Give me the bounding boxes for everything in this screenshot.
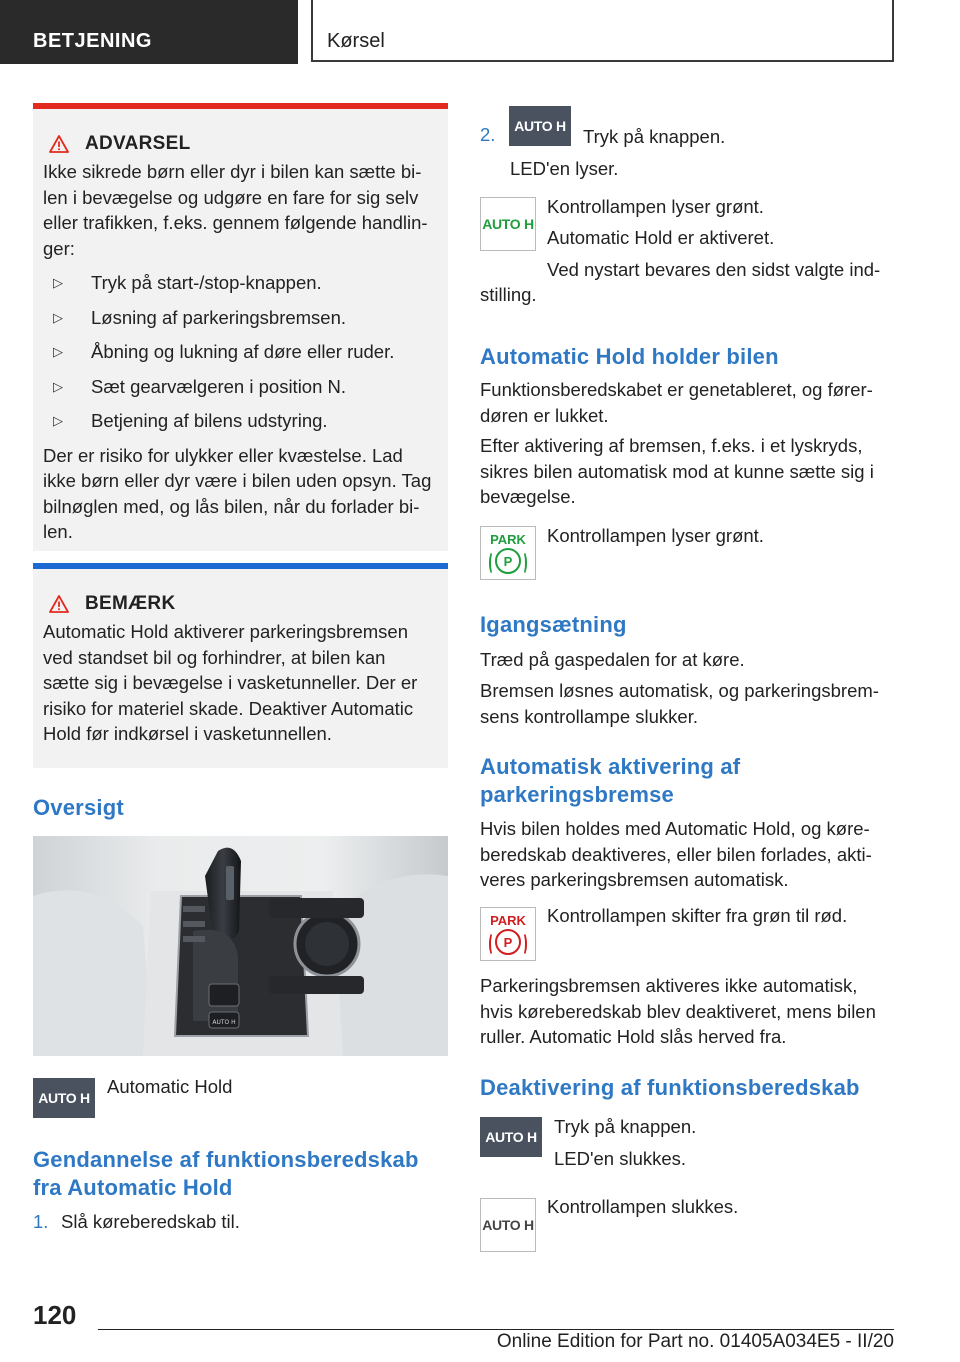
lamp1-line2: Automatic Hold er aktiveret. (547, 227, 775, 248)
park-green-text: Kontrollampen lyser grønt. (547, 525, 764, 546)
warning-triangle-icon (49, 595, 69, 613)
list-item: ▷ Løsning af parkeringsbremsen. (43, 305, 438, 331)
chapter-tab (311, 0, 894, 62)
footer-divider (98, 1329, 894, 1330)
list-item: ▷ Betjening af bilens udstyring. (43, 408, 438, 434)
auto-p2: Parkeringsbremsen aktiveres ikke automatisk, hvis køreberedskab blev deaktiveret, mens bilen ruller. Automatic Hold slås herved fra. (480, 975, 876, 1047)
notice-title: BEMÆRK (85, 593, 176, 614)
warning-triangle-icon (49, 135, 69, 153)
warning-bullets (43, 270, 438, 434)
center-console-photo (33, 836, 448, 1056)
list-item: ▷ Sæt gearvælgeren i position N. (43, 374, 438, 400)
lamp1-cont: stilling. (480, 284, 537, 305)
deact-p2: LED'en slukkes. (554, 1148, 687, 1169)
start-p2: Bremsen løsnes automatisk, og parkeringsbrem- sens kontrollampe slukker. (480, 680, 879, 727)
auto-h-icon: AUTO H (480, 1117, 542, 1157)
chapter-title: Kørsel (327, 30, 385, 52)
auto-h-icon: AUTO H (33, 1078, 95, 1118)
warning-outro: Der er risiko for ulykker eller kvæstelse. Lad ikke børn eller dyr være i bilen uden opsyn. Tag bilnøglen med, og lås bilen, når du forlader bi- len. (43, 444, 432, 542)
warning-intro: Ikke sikrede børn eller dyr i bilen kan sætte bi- len i bevægelse og udgøre en fare for sig selv eller trafikken, f.eks. gennem følgende handlin- ger: (43, 161, 428, 259)
section-title: BETJENING (33, 30, 152, 52)
deact-p1: Tryk på knappen. (554, 1116, 697, 1137)
start-p1: Træd på gaspedalen for at køre. (480, 649, 745, 670)
auto-h-button-label: AUTO H (212, 1019, 236, 1026)
holds-p2: Efter aktivering af bremsen, f.eks. i et lyskryds, sikres bilen automatisk mod at kunne sætte sig i bevægelse. (480, 435, 874, 507)
park-red-text: Kontrollampen skifter fra grøn til rød. (547, 905, 848, 926)
notice-title-row (43, 593, 438, 615)
deact-heading: Deaktivering af funktionsberedskab (480, 1075, 860, 1100)
step-2-led: LED'en lyser. (510, 158, 619, 179)
park-green-lamp-icon: PARK P (480, 526, 536, 580)
warning-box (33, 103, 448, 551)
holds-heading: Automatic Hold holder bilen (480, 344, 779, 369)
notice-box (33, 563, 448, 768)
notice-text: Automatic Hold aktiverer parkeringsbremsen ved standset bil og forhindrer, at bilen kan sætte sig i bevægelse i vasketunneller. Der er risiko for materiel skade. Deaktiver Automatic Hold før indkørsel i vasketunnellen. (43, 621, 418, 744)
lamp1-line1: Kontrollampen lyser grønt. (547, 196, 764, 217)
auto-hold-caption: Automatic Hold (107, 1076, 233, 1097)
bullet-triangle-icon: ▷ (53, 275, 63, 290)
page-number: 120 (33, 1300, 77, 1330)
bullet-triangle-icon: ▷ (53, 413, 63, 428)
step-number: 1. (33, 1211, 49, 1232)
start-heading: Igangsætning (480, 612, 627, 637)
overview-heading: Oversigt (33, 795, 124, 820)
bullet-triangle-icon: ▷ (53, 309, 63, 325)
holds-p1: Funktionsberedskabet er genetableret, og fører- døren er lukket. (480, 379, 873, 426)
bullet-triangle-icon: ▷ (53, 344, 63, 359)
warning-title-row (43, 133, 438, 155)
list-item: ▷ Tryk på start-/stop-knappen. (43, 270, 438, 296)
auto-h-green-lamp-icon: AUTO H (480, 197, 536, 251)
auto-heading: Automatisk aktivering af parkeringsbremse (480, 754, 741, 807)
bullet-triangle-icon: ▷ (53, 378, 63, 394)
list-item: ▷ Åbning og lukning af døre eller ruder. (43, 339, 438, 365)
park-red-lamp-icon: PARK P (480, 907, 536, 961)
warning-title: ADVARSEL (85, 133, 191, 154)
section-tab (0, 0, 298, 64)
footer-edition: Online Edition for Part no. 01405A034E5 - II/20 (496, 1331, 894, 1352)
restore-heading: Gendannelse af funktionsberedskab fra Automatic Hold (33, 1147, 419, 1200)
step-1: 1. Slå køreberedskab til. (33, 1209, 240, 1235)
auto-h-off-lamp-icon: AUTO H (480, 1198, 536, 1252)
lamp1-line3: Ved nystart bevares den sidst valgte ind- (547, 259, 881, 280)
step-2-text: Tryk på knappen. (583, 126, 726, 147)
step-number: 2. (480, 124, 496, 145)
auto-p1: Hvis bilen holdes med Automatic Hold, og køre- beredskab deaktiveres, eller bilen forlades, akti- veres parkeringsbremsen automatisk. (480, 818, 872, 890)
deact-lamp: Kontrollampen slukkes. (547, 1196, 739, 1217)
step-2 (480, 122, 508, 148)
auto-h-icon: AUTO H (509, 106, 571, 146)
